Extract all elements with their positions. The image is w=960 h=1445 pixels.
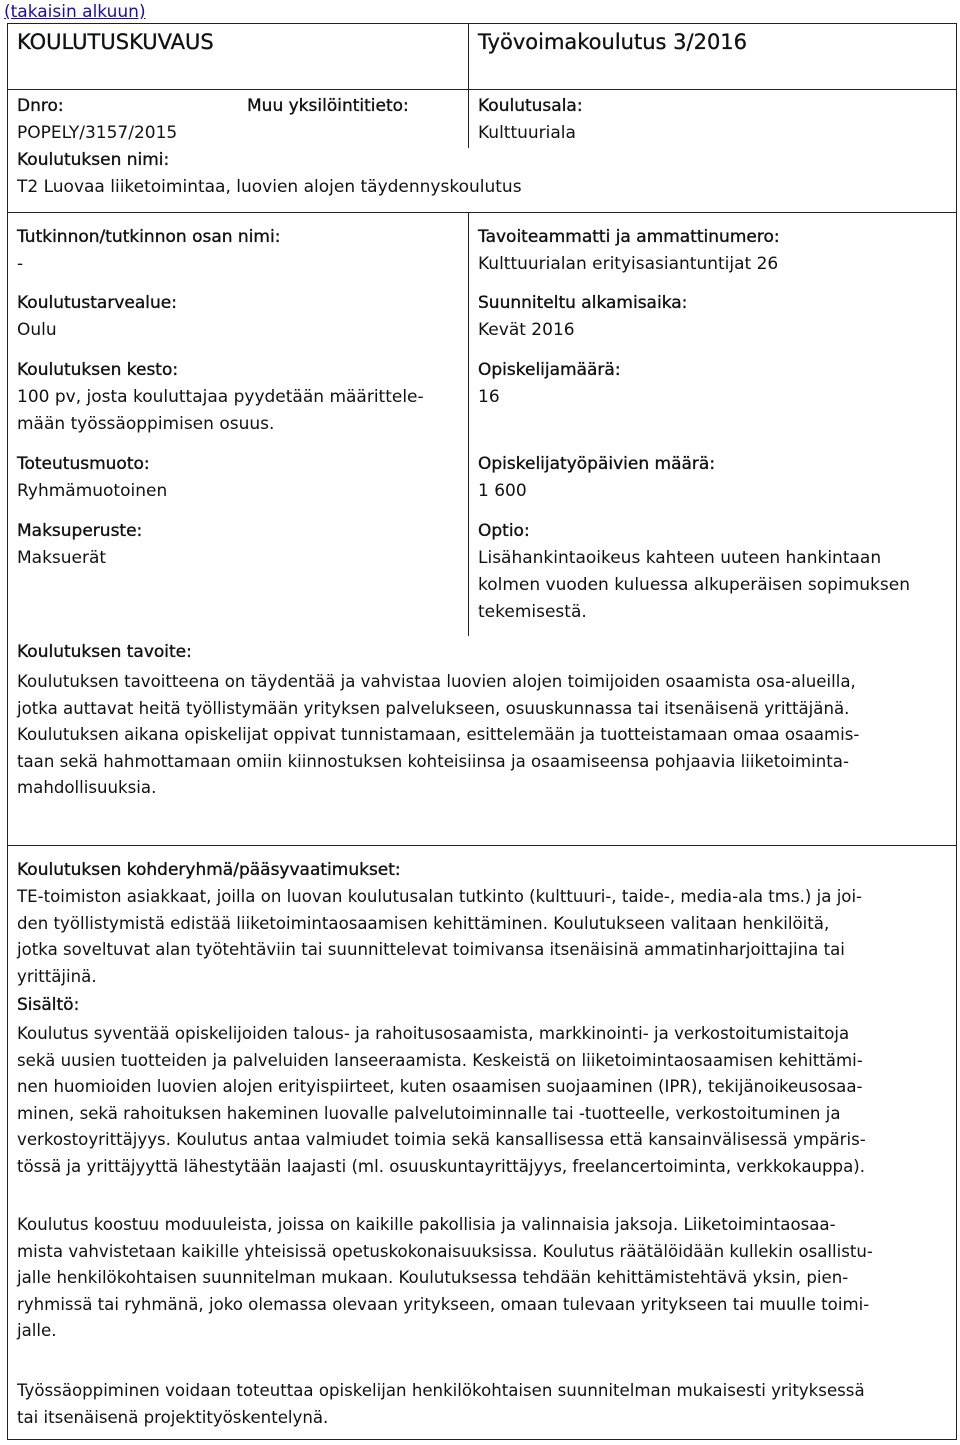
duration-value-line2: mään työssäoppimisen osuus. — [17, 414, 275, 434]
delivery-mode-value: Ryhmämuotoinen — [17, 481, 168, 501]
divider — [468, 212, 469, 636]
field-label: Koulutusala: — [478, 96, 583, 116]
target-group-text: TE-toimiston asiakkaat, joilla on luovan koulutusalan tutkinto (kulttuuri-, taide-, media-ala tms.) ja joi- den työllistymistä edistää liiketoimintaosaamisen kehittäminen. Koulutukseen valitaan henkilöitä, jotka soveltuvat alan työtehtäviin tai suunnittelevat toimivansa itsenäisinä ammatinharjoittajina tai yrittäjinä. — [17, 887, 863, 986]
content-label: Sisältö: — [17, 995, 80, 1015]
divider — [468, 23, 469, 148]
area-label: Koulutustarvealue: — [17, 293, 177, 313]
duration-label: Koulutuksen kesto: — [17, 360, 179, 380]
payment-basis-value: Maksuerät — [17, 548, 107, 568]
target-occupation-label: Tavoiteammatti ja ammattinumero: — [478, 227, 780, 247]
course-name-value: T2 Luovaa liiketoimintaa, luovien alojen täydennyskoulutus — [17, 177, 522, 197]
workdays-label: Opiskelijatyöpäivien määrä: — [478, 454, 716, 474]
field-value: Kulttuuriala — [478, 123, 576, 143]
goal-label: Koulutuksen tavoite: — [17, 642, 192, 662]
content-paragraph-2: Koulutus koostuu moduuleista, joissa on kaikille pakollisia ja valinnaisia jaksoja. Liiketoimintaosaa- mista vahvistetaan kaikille yhteisissä opetuskokonaisuuksissa. Koulutus räätälöidään kullekin osallistu- jalle henkilökohtaisen suunnitelman mukaan. Koulutuksessa tehdään kehittämistehtävä yksin, pien- ryhmissä tai ryhmänä, joko olemassa olevaan yritykseen, omaan tulevaan yritykseen tai muulle toimi- jalle. — [17, 1215, 873, 1340]
student-count-label: Opiskelijamäärä: — [478, 360, 621, 380]
option-label: Optio: — [478, 521, 530, 541]
delivery-mode-label: Toteutusmuoto: — [17, 454, 150, 474]
target-group-label: Koulutuksen kohderyhmä/pääsyvaatimukset: — [17, 860, 401, 880]
content-paragraph-1: Koulutus syventää opiskelijoiden talous- ja rahoitusosaamista, markkinointi- ja verkostoitumistaitoja sekä uusien tuotteiden ja palveluiden lanseeraamista. Keskeistä on liiketoimintaosaamisen kehittämi- nen huomioiden luovien alojen erityispiirteet, kuten osaamisen suojaaminen (IPR), tekijänoikeusosaa- minen, sekä rahoituksen hakeminen luovalle palvelutoiminnalle tai -tuotteelle, verkostoituminen ja verkostoyrittäjyys. Koulutus antaa valmiudet toimia sekä kansallisessa että kansainvälisessä ympäris- tössä ja yrittäjyyttä lähestytään laajasti (ml. osuuskuntayrittäjyys, freelancertoiminta, verkkokauppa). — [17, 1024, 866, 1176]
course-name-label: Koulutuksen nimi: — [17, 150, 170, 170]
start-time-value: Kevät 2016 — [478, 320, 575, 340]
divider — [7, 845, 957, 846]
option-value-line2: kolmen vuoden kuluessa alkuperäisen sopimuksen — [478, 575, 910, 595]
content-paragraph-3: Työssäoppiminen voidaan toteuttaa opiskelijan henkilökohtaisen suunnitelman mukaisesti yrityksessä tai itsenäisenä projektityöskentelynä. — [17, 1381, 865, 1427]
qualification-label: Tutkinnon/tutkinnon osan nimi: — [17, 227, 281, 247]
duration-value-line1: 100 pv, josta kouluttajaa pyydetään määrittele- — [17, 387, 424, 407]
dnro-value: POPELY/3157/2015 — [17, 123, 178, 143]
workdays-value: 1 600 — [478, 481, 527, 501]
other-id-label: Muu yksilöintitieto: — [247, 96, 409, 116]
payment-basis-label: Maksuperuste: — [17, 521, 143, 541]
goal-text: Koulutuksen tavoitteena on täydentää ja vahvistaa luovien alojen toimijoiden osaamista osa-alueilla, jotka auttavat heitä työllistymään yrityksen palvelukseen, osuuskunnassa tai itsenäisenä yrittäjänä. Koulutuksen aikana opiskelijat oppivat tunnistamaan, esittelemään ja tuotteistamaan omaa osaamis- taan sekä hahmottamaan omiin kiinnostuksen kohteisiinsa ja osaamiseensa pohjaavia liiketoiminta- mahdollisuuksia. — [17, 672, 860, 797]
area-value: Oulu — [17, 320, 57, 340]
start-time-label: Suunniteltu alkamisaika: — [478, 293, 688, 313]
back-to-top-link[interactable]: (takaisin alkuun) — [4, 2, 146, 22]
training-id-title: Työvoimakoulutus 3/2016 — [478, 30, 748, 54]
divider — [7, 89, 957, 90]
student-count-value: 16 — [478, 387, 500, 407]
target-occupation-value: Kulttuurialan erityisasiantuntijat 26 — [478, 254, 779, 274]
option-value-line3: tekemisestä. — [478, 602, 587, 622]
dnro-label: Dnro: — [17, 96, 64, 116]
option-value-line1: Lisähankintaoikeus kahteen uuteen hankintaan — [478, 548, 882, 568]
divider — [7, 212, 957, 213]
qualification-value: - — [17, 254, 24, 274]
document-title: KOULUTUSKUVAUS — [17, 30, 214, 54]
